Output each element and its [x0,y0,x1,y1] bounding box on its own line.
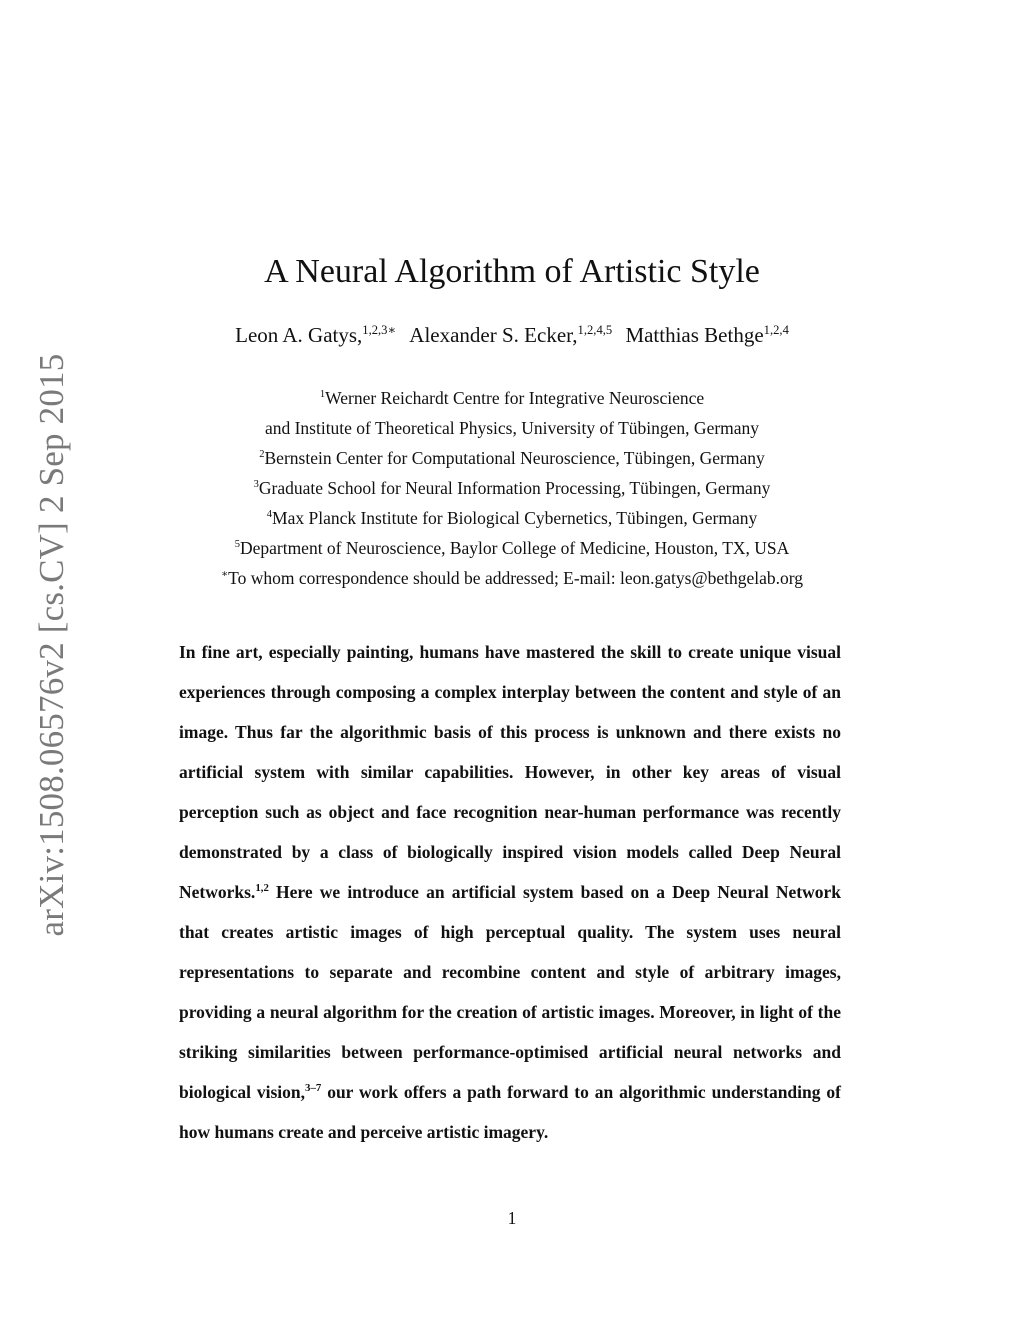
correspondence-mark: ∗ [220,569,229,581]
affiliation-text: Graduate School for Neural Information Processing, Tübingen, Germany [258,478,771,498]
affiliation-text: and Institute of Theoretical Physics, University of Tübingen, Germany [264,418,760,438]
affiliation-line [150,503,874,533]
abstract-text: our work offers a path forward to an algorithmic understanding of how humans create and perceive artistic imagery. [179,1082,841,1142]
author-affiliation-marks: 1,2,3∗ [362,323,397,337]
author-ecker [409,323,612,347]
author-gatys [235,323,396,347]
abstract-text: Here we introduce an artificial system based on a Deep Neural Network that creates artistic images of high perceptual quality. The system uses neural representations to separate and recombine content and style of arbitrary images, providing a neural algorithm for the creation of artistic images. Moreover, in light of the striking similarities between performance-optimised artificial neural networks and biological vision, [179,882,841,1102]
affiliation-mark: 3 [253,479,259,491]
author-list [0,320,1024,350]
author-bethge [625,323,788,347]
affiliation-text: Werner Reichardt Centre for Integrative Neuroscience [325,388,705,408]
affiliation-mark: 1 [319,389,326,401]
author-affiliation-marks: 1,2,4,5 [577,323,613,337]
author-affiliation-marks: 1,2,4 [763,323,789,337]
affiliation-text: Bernstein Center for Computational Neuroscience, Tübingen, Germany [264,448,765,468]
abstract [179,632,841,1152]
affiliation-mark: 2 [259,449,265,461]
author-name: Matthias Bethge [625,323,764,347]
author-name: Leon A. Gatys, [235,323,363,347]
affiliation-text: Max Planck Institute for Biological Cybernetics, Tübingen, Germany [272,508,758,528]
affiliation-line [150,413,874,443]
paper-title: A Neural Algorithm of Artistic Style [264,253,760,290]
affiliation-line [150,383,874,413]
affiliation-line [150,473,874,503]
arxiv-identifier-stamp: arXiv:1508.06576v2 [cs.CV] 2 Sep 2015 [32,353,71,937]
correspondence-text: To whom correspondence should be addressed; E-mail: leon.gatys@bethgelab.org [228,568,804,588]
affiliation-text: Department of Neuroscience, Baylor College of Medicine, Houston, TX, USA [239,538,790,558]
abstract-text: In fine art, especially painting, humans have mastered the skill to create unique visual experiences through composing a complex interplay between the content and style of an image. Thus far the algorithmic basis of this process is unknown and there exists no artificial system with similar capabilities. However, in other key areas of visual perception such as object and face recognition near-human performance was recently demonstrated by a class of biologically inspired vision models called Deep Neural Networks. [179,642,841,902]
affiliation-mark: 5 [234,539,240,551]
affiliation-line [150,533,874,563]
page-number: 1 [507,1208,517,1228]
citation-ref: 1,2 [255,882,269,895]
affiliation-list [150,383,874,593]
citation-ref: 3–7 [305,1082,322,1095]
correspondence-line [150,563,874,593]
affiliation-mark: 4 [266,509,273,521]
author-name: Alexander S. Ecker, [409,323,578,347]
affiliation-line [150,443,874,473]
